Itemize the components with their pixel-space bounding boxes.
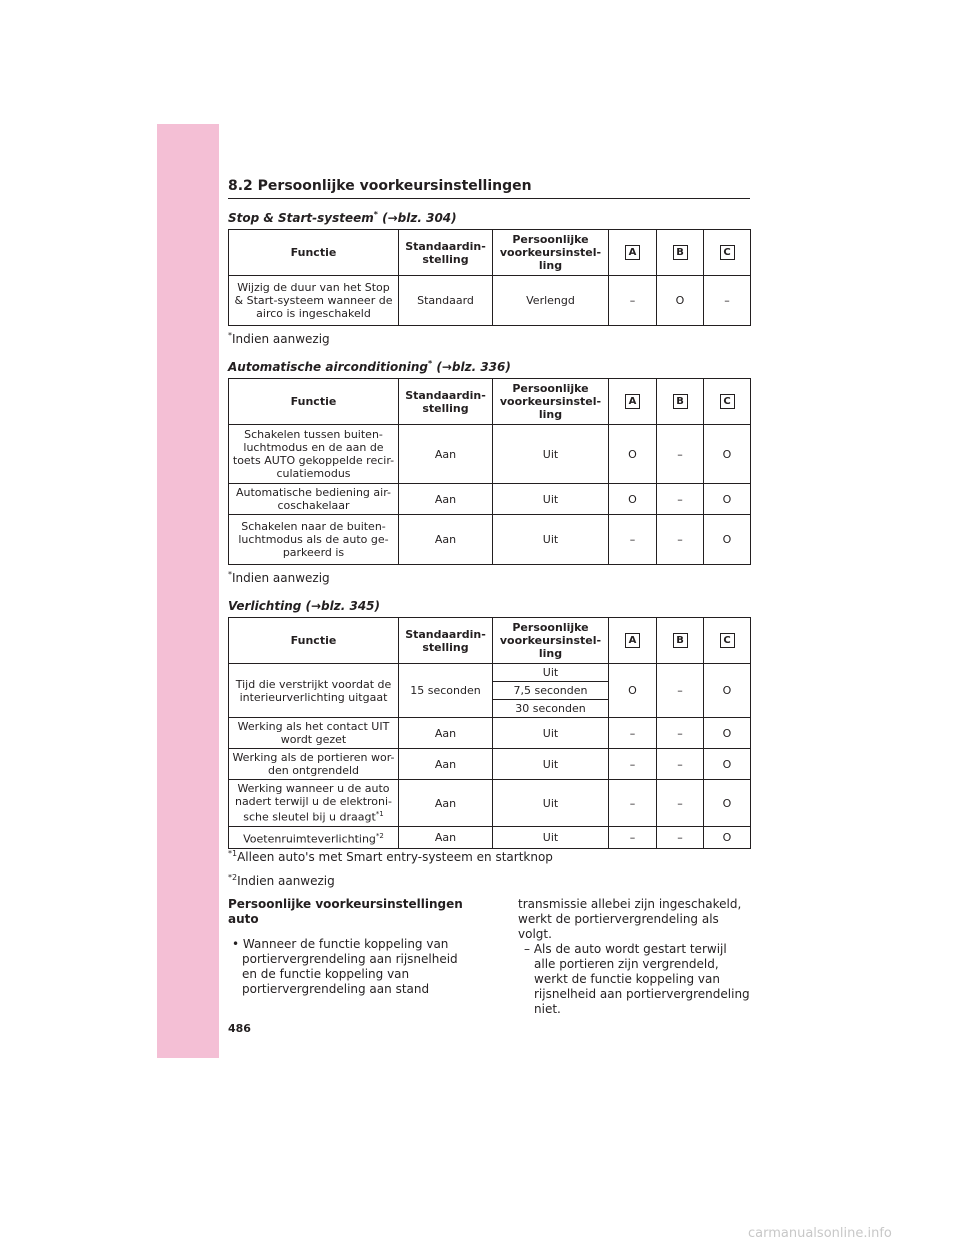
page-number: 486 — [228, 1022, 251, 1035]
footnote-mark: *1 — [228, 849, 238, 858]
cell-b: – — [657, 425, 704, 484]
table-header-row — [229, 618, 751, 664]
table-row — [229, 515, 751, 565]
stop-start-table — [228, 229, 751, 326]
stop-start-footnote: *Indien aanwezig — [228, 331, 330, 346]
cell-persoonlijk: Uit — [493, 780, 609, 827]
table-row — [229, 664, 751, 682]
cell-a: – — [609, 780, 657, 827]
badge-a: A — [625, 633, 640, 648]
cell-a: – — [609, 827, 657, 849]
badge-b: B — [673, 394, 688, 409]
cell-functie: Schakelen naar de buiten-luchtmodus als de auto ge-parkeerd is — [229, 515, 399, 565]
right-column — [518, 897, 750, 1017]
cell-persoonlijk: Uit — [493, 718, 609, 749]
cell-b: – — [657, 749, 704, 780]
dash-text: Als de auto wordt gestart terwijl alle portieren zijn vergrendeld, werkt de functie koppeling van rijsnelheid aan portiervergrendeling niet. — [533, 942, 750, 1016]
cell-persoonlijk: Verlengd — [493, 276, 609, 326]
col-b — [657, 618, 704, 664]
col-standaard: Standaardin-stelling — [399, 618, 493, 664]
cell-a: – — [609, 276, 657, 326]
cell-standaard: 15 seconden — [399, 664, 493, 718]
footnote-text: Indien aanwezig — [232, 332, 330, 346]
cell-standaard: Aan — [399, 718, 493, 749]
col-c — [704, 618, 751, 664]
cell-functie-text: Voetenruimteverlichting — [243, 832, 376, 846]
footnote-text: Alleen auto's met Smart entry-systeem en startknop — [237, 850, 553, 864]
col-persoonlijk: Persoonlijke voorkeursinstel-ling — [493, 230, 609, 276]
verlichting-ref: (→blz. 345) — [301, 599, 381, 613]
cell-standaard: Aan — [399, 515, 493, 565]
cell-persoonlijk: Uit — [493, 749, 609, 780]
cell-optie: 7,5 seconden — [493, 682, 609, 700]
table-row — [229, 749, 751, 780]
cell-c: O — [704, 749, 751, 780]
verlichting-title: Verlichting — [228, 599, 302, 613]
cell-b: – — [657, 515, 704, 565]
cell-a: – — [609, 718, 657, 749]
col-a — [609, 230, 657, 276]
badge-c: C — [720, 394, 735, 409]
cell-functie — [229, 827, 399, 849]
badge-a: A — [625, 245, 640, 260]
col-b — [657, 230, 704, 276]
cell-standaard: Aan — [399, 780, 493, 827]
col-persoonlijk: Persoonlijke voorkeursinstel-ling — [493, 618, 609, 664]
cell-a: – — [609, 515, 657, 565]
stop-start-title: Stop & Start-systeem — [228, 211, 374, 225]
cell-functie: Automatische bediening air-coschakelaar — [229, 484, 399, 515]
col-functie: Functie — [229, 379, 399, 425]
cell-b: – — [657, 718, 704, 749]
airco-heading: Automatische airconditioning* (→blz. 336) — [228, 359, 511, 374]
table-row — [229, 484, 751, 515]
body-heading: Persoonlijke voorkeursinstellingen auto — [228, 897, 463, 926]
cell-c: O — [704, 484, 751, 515]
table-header-row — [229, 379, 751, 425]
badge-c: C — [720, 633, 735, 648]
cell-c: O — [704, 664, 751, 718]
cell-functie — [229, 780, 399, 827]
col-a — [609, 379, 657, 425]
cell-c: O — [704, 515, 751, 565]
table-row — [229, 425, 751, 484]
cell-b: – — [657, 664, 704, 718]
cell-optie: 30 seconden — [493, 700, 609, 718]
cell-a: O — [609, 664, 657, 718]
cell-functie-text: Werking wanneer u de auto nadert terwijl u de elektroni-sche sleutel bij u draagt — [234, 782, 393, 824]
verlichting-footnote-2 — [228, 873, 335, 888]
cell-standaard: Aan — [399, 484, 493, 515]
left-column — [228, 897, 468, 997]
cell-persoonlijk: Uit — [493, 827, 609, 849]
col-c — [704, 230, 751, 276]
verlichting-table — [228, 617, 751, 849]
cell-functie: Wijzig de duur van het Stop & Start-systeem wanneer de airco is ingeschakeld — [229, 276, 399, 326]
table-header-row — [229, 230, 751, 276]
cell-functie: Werking als de portieren wor-den ontgrendeld — [229, 749, 399, 780]
cell-functie: Werking als het contact UIT wordt gezet — [229, 718, 399, 749]
col-persoonlijk: Persoonlijke voorkeursinstel-ling — [493, 379, 609, 425]
footnote-text: Indien aanwezig — [232, 571, 330, 585]
section-title: 8.2 Persoonlijke voorkeursinstellingen — [228, 178, 750, 199]
cell-persoonlijk: Uit — [493, 484, 609, 515]
table-row — [229, 827, 751, 849]
airco-table — [228, 378, 751, 565]
col-a — [609, 618, 657, 664]
table-row — [229, 780, 751, 827]
cell-a: O — [609, 425, 657, 484]
col-functie: Functie — [229, 618, 399, 664]
cell-b: O — [657, 276, 704, 326]
cell-standaard: Aan — [399, 749, 493, 780]
cell-c: O — [704, 718, 751, 749]
body-continuation: transmissie allebei zijn ingeschakeld, werkt de portiervergrendeling als volgt. — [518, 897, 742, 941]
cell-b: – — [657, 827, 704, 849]
cell-standaard: Aan — [399, 425, 493, 484]
verlichting-footnote-1 — [228, 849, 553, 864]
bullet-item: • Wanneer de functie koppeling van portiervergrendeling aan rijsnelheid en de functie koppeling van portiervergrendeling aan stand — [232, 937, 458, 996]
badge-b: B — [673, 245, 688, 260]
page-side-tab — [157, 124, 219, 1058]
footnote-mark: *2 — [228, 873, 238, 882]
watermark: carmanualsonline.info — [748, 1226, 892, 1241]
col-b — [657, 379, 704, 425]
dash-item: – Als de auto wordt gestart terwijl alle portieren zijn vergrendeld, werkt de functie koppeling van rijsnelheid aan portiervergrendeling niet. — [524, 942, 750, 1016]
col-standaard: Standaardin-stelling — [399, 379, 493, 425]
badge-c: C — [720, 245, 735, 260]
cell-c: – — [704, 276, 751, 326]
stop-start-heading: Stop & Start-systeem* (→blz. 304) — [228, 210, 457, 225]
col-standaard: Standaardin-stelling — [399, 230, 493, 276]
cell-functie: Schakelen tussen buiten-luchtmodus en de aan de toets AUTO gekoppelde recir-culatiemodus — [229, 425, 399, 484]
cell-a: – — [609, 749, 657, 780]
col-functie: Functie — [229, 230, 399, 276]
badge-a: A — [625, 394, 640, 409]
cell-a: O — [609, 484, 657, 515]
badge-b: B — [673, 633, 688, 648]
airco-ref: (→blz. 336) — [432, 360, 511, 374]
cell-c: O — [704, 425, 751, 484]
footnote-text: Indien aanwezig — [237, 874, 335, 888]
cell-c: O — [704, 780, 751, 827]
airco-title: Automatische airconditioning — [228, 360, 428, 374]
table-row — [229, 718, 751, 749]
table-row — [229, 276, 751, 326]
cell-c: O — [704, 827, 751, 849]
cell-persoonlijk: Uit — [493, 425, 609, 484]
cell-b: – — [657, 484, 704, 515]
airco-footnote: *Indien aanwezig — [228, 570, 330, 585]
col-c — [704, 379, 751, 425]
cell-persoonlijk: Uit — [493, 515, 609, 565]
stop-start-ref: (→blz. 304) — [377, 211, 457, 225]
cell-optie: Uit — [493, 664, 609, 682]
cell-functie: Tijd die verstrijkt voordat de interieurverlichting uitgaat — [229, 664, 399, 718]
cell-standaard: Aan — [399, 827, 493, 849]
verlichting-heading — [228, 599, 380, 613]
footnote-ref: *1 — [375, 810, 384, 819]
footnote-ref: *2 — [375, 831, 384, 840]
cell-standaard: Standaard — [399, 276, 493, 326]
cell-b: – — [657, 780, 704, 827]
bullet-text: Wanneer de functie koppeling van portiervergrendeling aan rijsnelheid en de functie koppeling van portiervergrendeling aan stand — [242, 937, 458, 996]
